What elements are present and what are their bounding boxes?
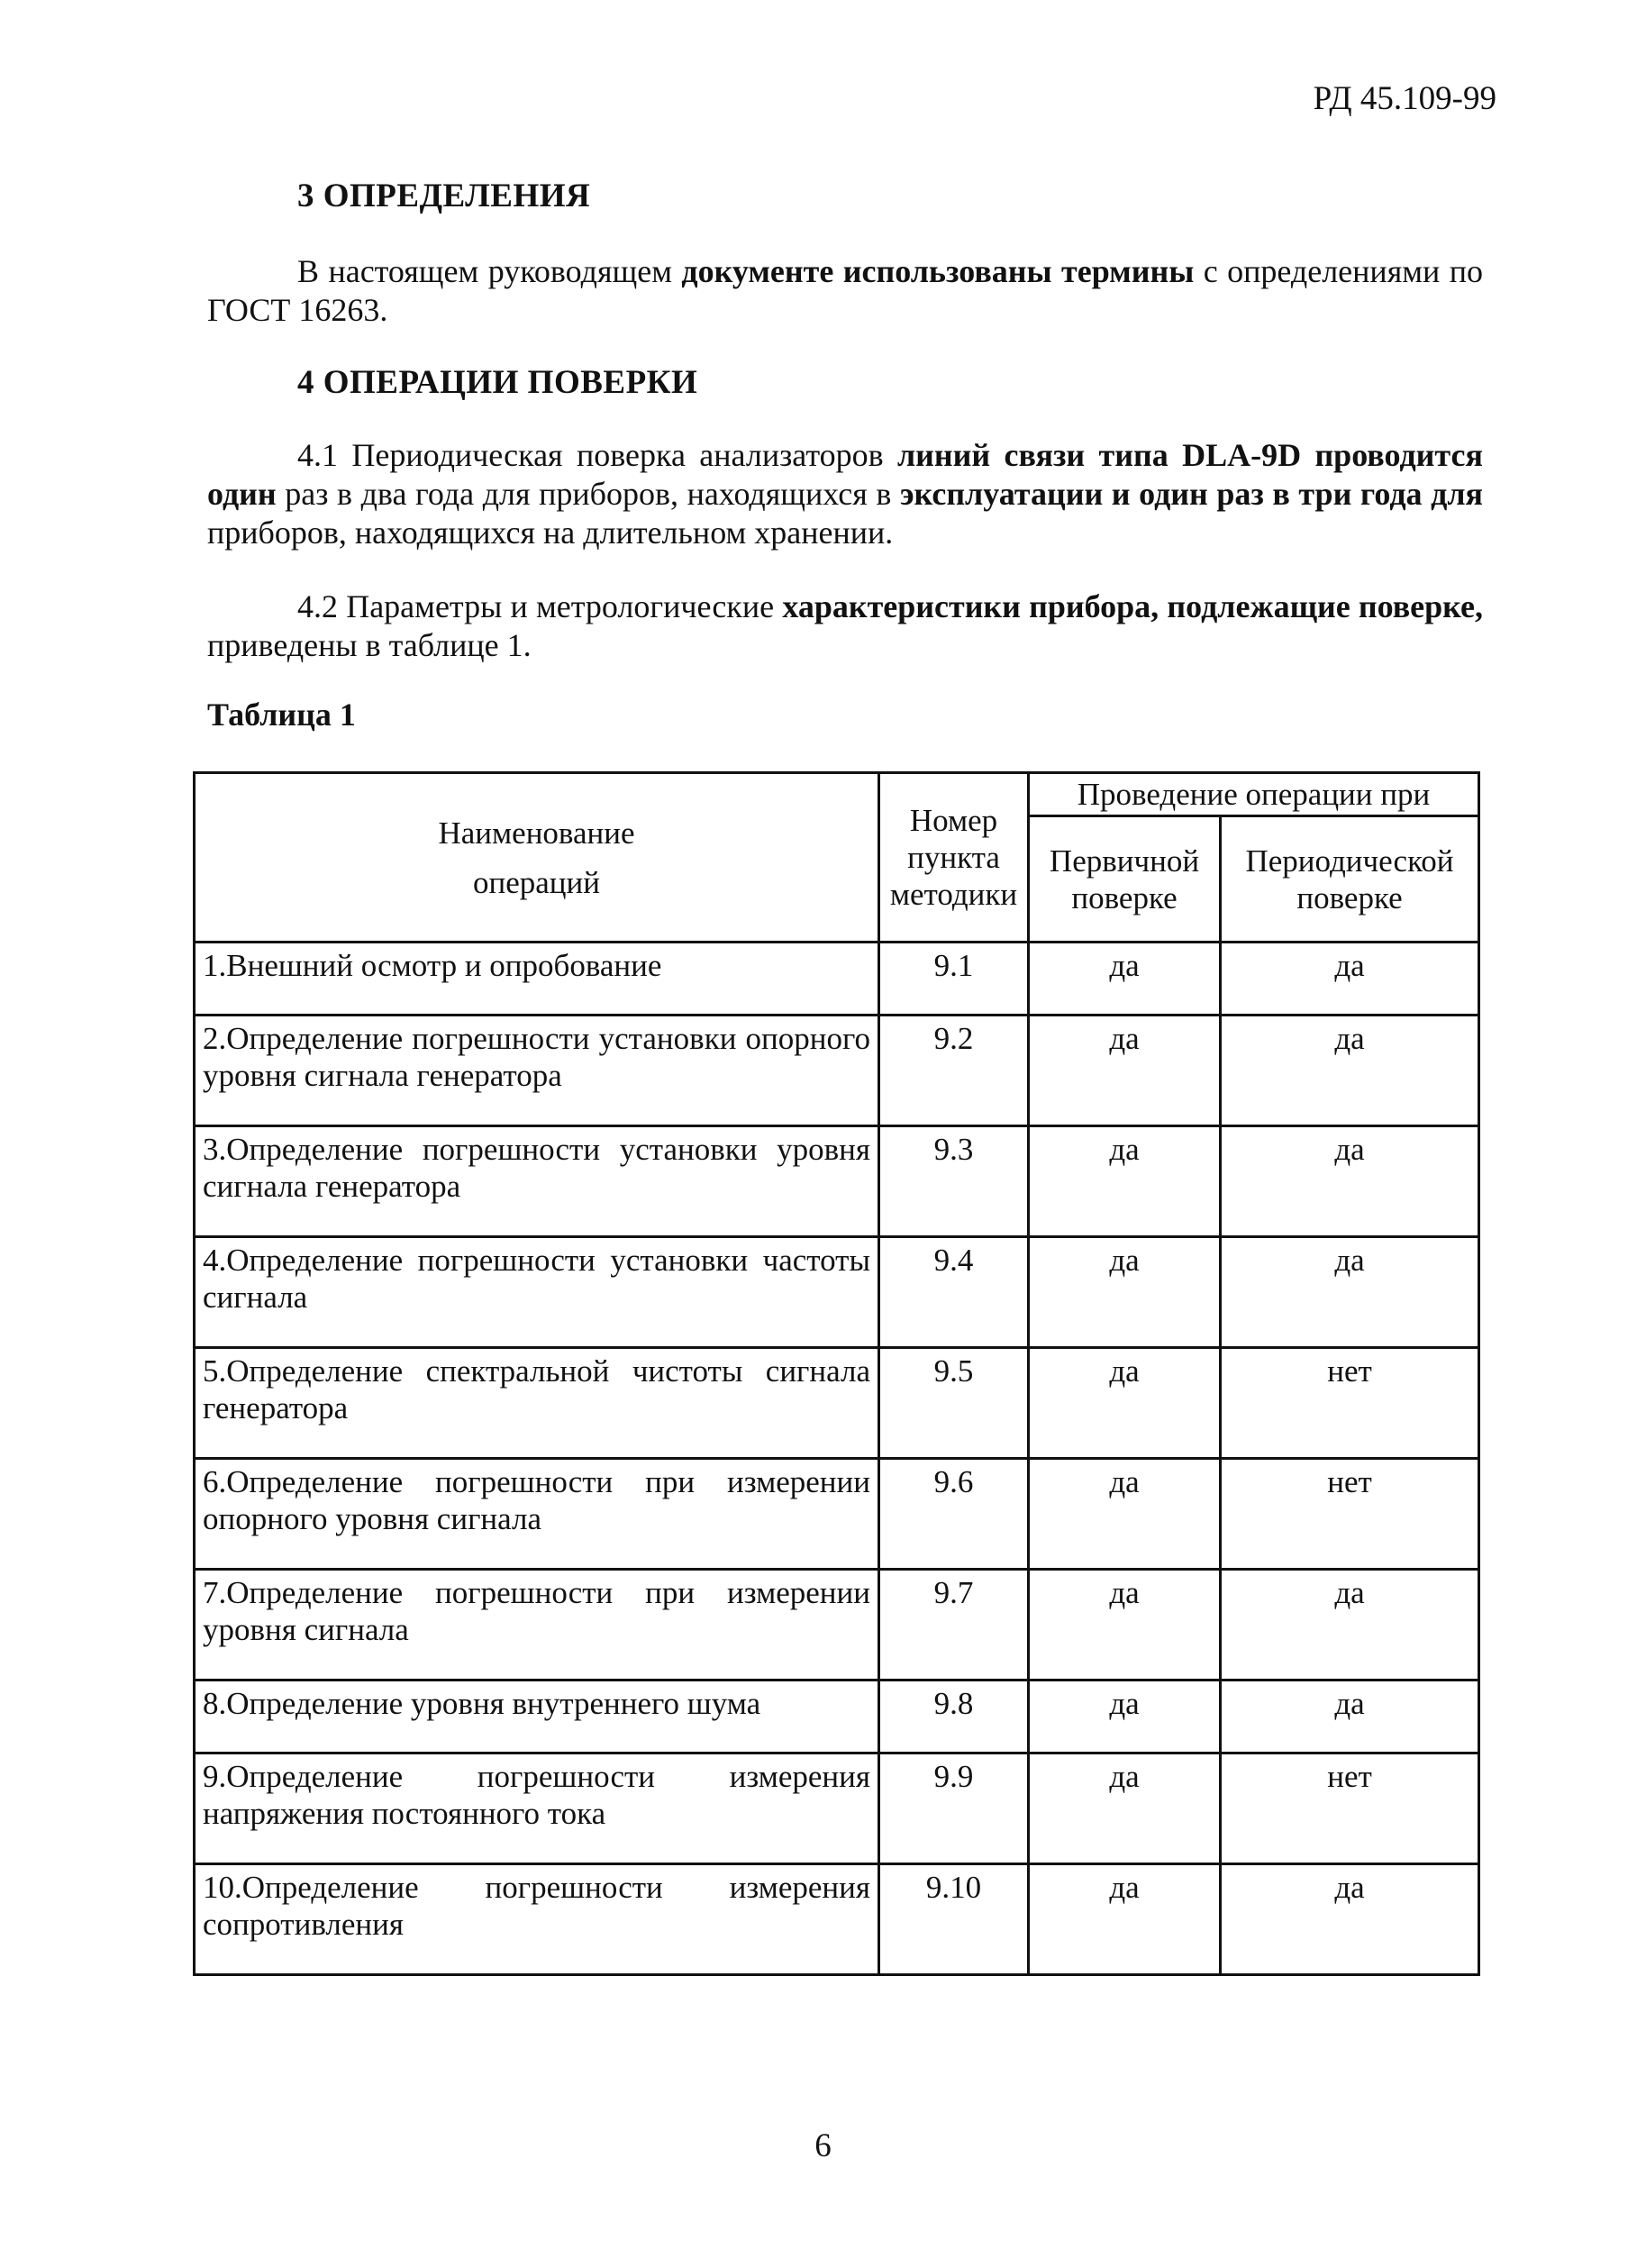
p41-text-bold-2: эксплуатации и один раз в три года для <box>899 476 1483 512</box>
section-3-heading: 3 ОПРЕДЕЛЕНИЯ <box>297 178 591 214</box>
table-row <box>195 1126 1479 1237</box>
operation-name-cell: 8.Определение уровня внутреннего шума <box>195 1681 879 1753</box>
header-name-line-1: Наименование <box>438 815 635 851</box>
header-periodic: Периодической поверке <box>1221 816 1479 943</box>
operation-name-cell: 10.Определение погрешности измерения сопротивления <box>195 1864 879 1975</box>
operation-name-cell: 6.Определение погрешности при измерении опорного уровня сигнала <box>195 1459 879 1570</box>
clause-number-cell: 9.4 <box>879 1237 1029 1348</box>
header-primary: Первичной поверке <box>1029 816 1221 943</box>
operation-name-cell: 7.Определение погрешности при измерении уровня сигнала <box>195 1570 879 1681</box>
primary-check-cell: да <box>1029 1237 1221 1348</box>
periodic-check-cell: да <box>1221 1237 1479 1348</box>
operation-name-cell: 4.Определение погрешности установки частоты сигнала <box>195 1237 879 1348</box>
clause-number-cell: 9.7 <box>879 1570 1029 1681</box>
section-3-paragraph <box>207 252 1483 330</box>
primary-check-cell: да <box>1029 1016 1221 1126</box>
clause-number-cell: 9.10 <box>879 1864 1029 1975</box>
p42-text-bold: характеристики прибора, подлежащие поверке, <box>782 588 1483 624</box>
p41-text-c: приборов, находящихся на длительном хранении. <box>207 515 894 551</box>
table-row <box>195 1016 1479 1126</box>
section-3-text-a: В настоящем руководящем <box>297 253 682 289</box>
p42-text-b: приведены в таблице 1. <box>207 627 532 663</box>
clause-number-cell: 9.1 <box>879 943 1029 1016</box>
section-3-text-bold: документе использованы термины <box>681 253 1195 289</box>
operation-name-cell: 3.Определение погрешности установки уровня сигнала генератора <box>195 1126 879 1237</box>
table-body <box>195 943 1479 1975</box>
primary-check-cell: да <box>1029 1126 1221 1237</box>
paragraph-4-2 <box>207 587 1483 665</box>
periodic-check-cell: да <box>1221 943 1479 1016</box>
primary-check-cell: да <box>1029 1570 1221 1681</box>
p42-text-a: 4.2 Параметры и метрологические <box>297 588 783 624</box>
table-caption: Таблица 1 <box>207 697 356 733</box>
table-row <box>195 1570 1479 1681</box>
table-row <box>195 943 1479 1016</box>
header-name <box>195 773 879 943</box>
header-group: Проведение операции при <box>1029 773 1479 816</box>
section-4-heading: 4 ОПЕРАЦИИ ПОВЕРКИ <box>297 364 698 401</box>
operation-name-cell: 2.Определение погрешности установки опорного уровня сигнала генератора <box>195 1016 879 1126</box>
primary-check-cell: да <box>1029 1753 1221 1864</box>
p41-text-a: 4.1 Периодическая поверка анализаторов <box>297 437 897 473</box>
periodic-check-cell: да <box>1221 1126 1479 1237</box>
clause-number-cell: 9.3 <box>879 1126 1029 1237</box>
table-row <box>195 1864 1479 1975</box>
doc-code: РД 45.109-99 <box>1313 80 1496 117</box>
clause-number-cell: 9.2 <box>879 1016 1029 1126</box>
periodic-check-cell: нет <box>1221 1348 1479 1459</box>
periodic-check-cell: нет <box>1221 1459 1479 1570</box>
primary-check-cell: да <box>1029 1459 1221 1570</box>
clause-number-cell: 9.9 <box>879 1753 1029 1864</box>
table-row <box>195 1348 1479 1459</box>
periodic-check-cell: да <box>1221 1681 1479 1753</box>
header-number: Номер пункта методики <box>879 773 1029 943</box>
table-row <box>195 1459 1479 1570</box>
header-name-line-2: операций <box>473 864 600 900</box>
primary-check-cell: да <box>1029 1348 1221 1459</box>
table-row <box>195 1753 1479 1864</box>
periodic-check-cell: да <box>1221 1864 1479 1975</box>
p41-text-b: раз в два года для приборов, находящихся в <box>276 476 900 512</box>
clause-number-cell: 9.8 <box>879 1681 1029 1753</box>
primary-check-cell: да <box>1029 1864 1221 1975</box>
table-row <box>195 1237 1479 1348</box>
operation-name-cell: 9.Определение погрешности измерения напряжения постоянного тока <box>195 1753 879 1864</box>
clause-number-cell: 9.5 <box>879 1348 1029 1459</box>
paragraph-4-1 <box>207 436 1483 552</box>
section-3-text-b: с определениями по ГОСТ 16263. <box>207 253 1483 328</box>
clause-number-cell: 9.6 <box>879 1459 1029 1570</box>
operation-name-cell: 5.Определение спектральной чистоты сигнала генератора <box>195 1348 879 1459</box>
periodic-check-cell: нет <box>1221 1753 1479 1864</box>
operation-name-cell: 1.Внешний осмотр и опробование <box>195 943 879 1016</box>
operations-table <box>193 771 1480 1976</box>
primary-check-cell: да <box>1029 1681 1221 1753</box>
page-number: 6 <box>814 2127 832 2164</box>
periodic-check-cell: да <box>1221 1570 1479 1681</box>
table-row <box>195 1681 1479 1753</box>
p41-text-bold-1: линий связи типа DLA-9D проводится один <box>207 437 1483 512</box>
primary-check-cell: да <box>1029 943 1221 1016</box>
periodic-check-cell: да <box>1221 1016 1479 1126</box>
